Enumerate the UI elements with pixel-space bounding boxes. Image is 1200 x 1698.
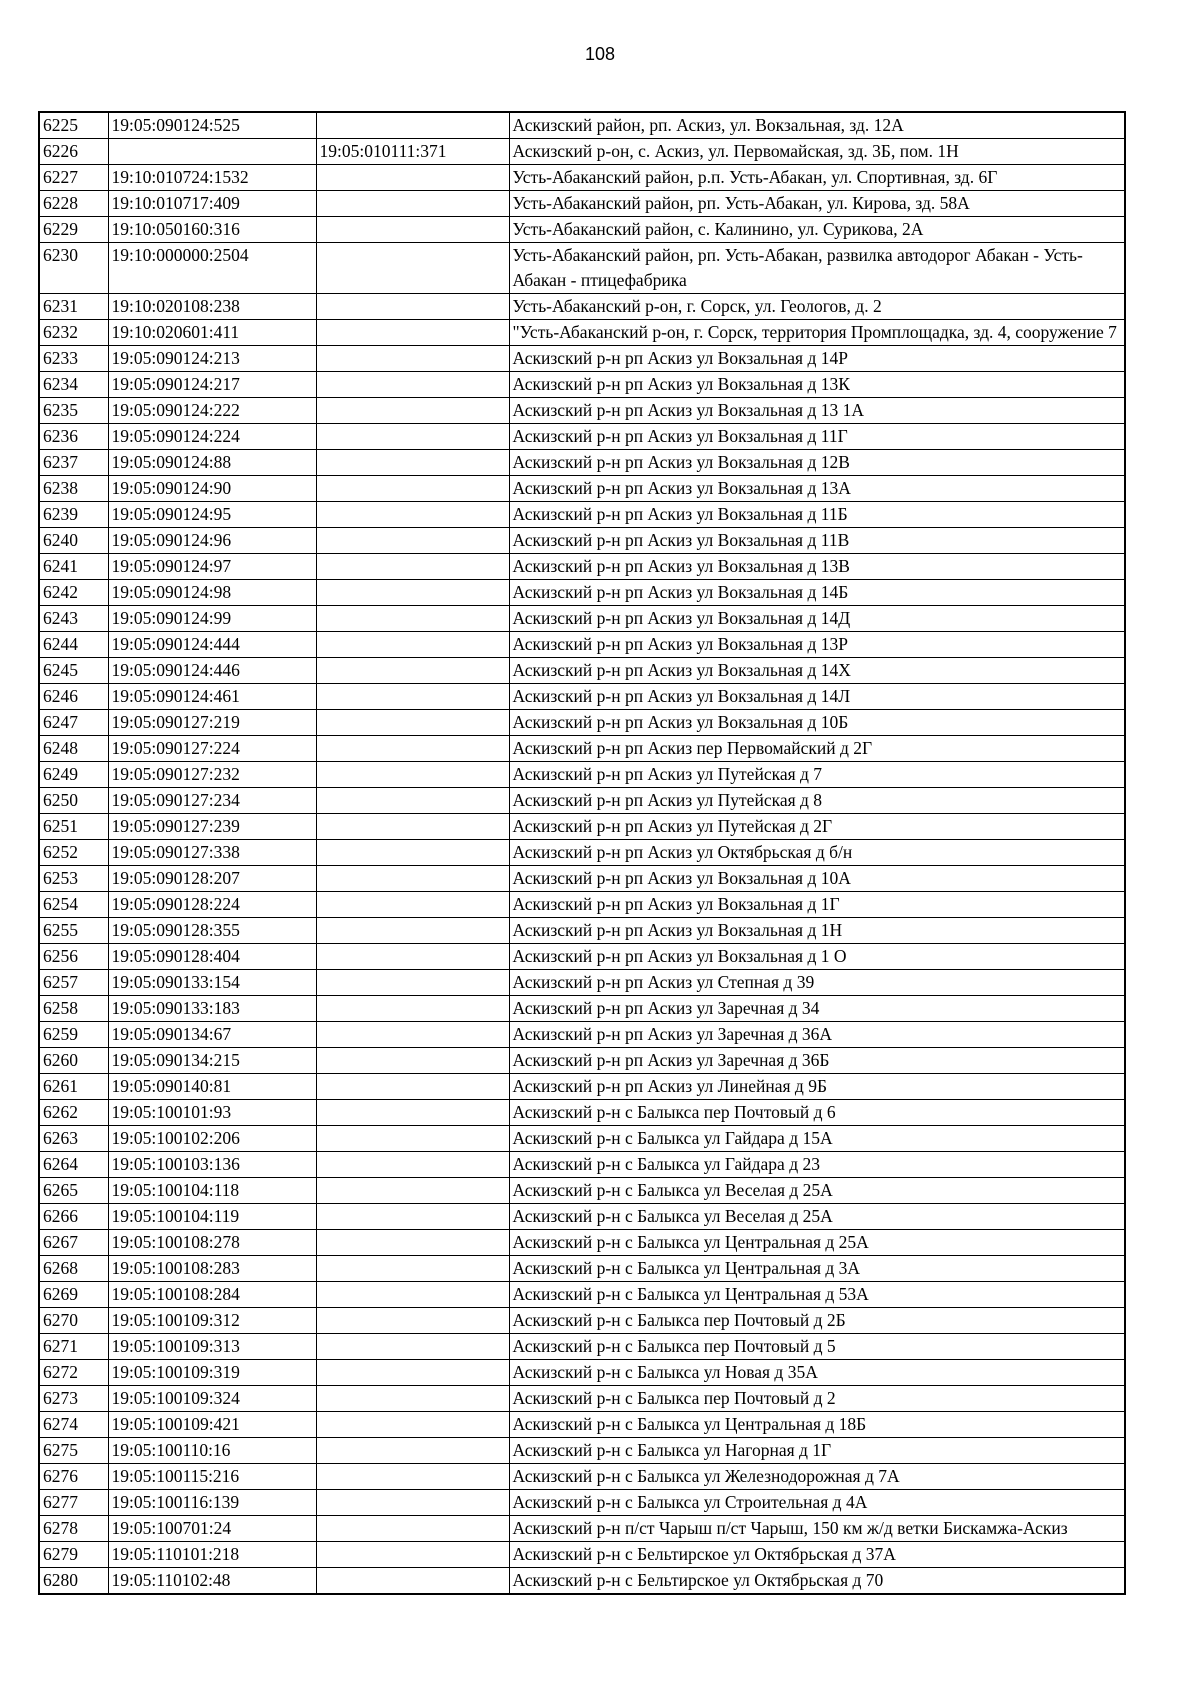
address-cell: Аскизский р-н рп Аскиз ул Путейская д 7: [509, 762, 1125, 788]
table-row: [39, 320, 1125, 346]
table-row: [39, 217, 1125, 243]
cadastral-number-cell: 19:10:020108:238: [108, 294, 316, 320]
alt-cadastral-number-cell: [316, 294, 509, 320]
alt-cadastral-number-cell: [316, 528, 509, 554]
row-number-cell: 6230: [39, 243, 108, 294]
table-row: [39, 1048, 1125, 1074]
alt-cadastral-number-cell: [316, 866, 509, 892]
row-number-cell: 6248: [39, 736, 108, 762]
cadastral-number-cell: 19:05:090127:232: [108, 762, 316, 788]
row-number-cell: 6249: [39, 762, 108, 788]
row-number-cell: 6239: [39, 502, 108, 528]
address-cell: Аскизский р-н с Балыкса ул Гайдара д 23: [509, 1152, 1125, 1178]
alt-cadastral-number-cell: [316, 476, 509, 502]
row-number-cell: 6242: [39, 580, 108, 606]
row-number-cell: 6232: [39, 320, 108, 346]
address-cell: Аскизский р-н с Балыкса ул Веселая д 25А: [509, 1204, 1125, 1230]
alt-cadastral-number-cell: [316, 1100, 509, 1126]
address-cell: Аскизский р-н рп Аскиз ул Вокзальная д 13В: [509, 554, 1125, 580]
alt-cadastral-number-cell: [316, 1230, 509, 1256]
table-row: [39, 788, 1125, 814]
alt-cadastral-number-cell: [316, 944, 509, 970]
row-number-cell: 6271: [39, 1334, 108, 1360]
address-cell: Аскизский р-н рп Аскиз ул Вокзальная д 1 О: [509, 944, 1125, 970]
address-cell: Аскизский р-н рп Аскиз ул Вокзальная д 11В: [509, 528, 1125, 554]
row-number-cell: 6231: [39, 294, 108, 320]
cadastral-number-cell: 19:10:010724:1532: [108, 165, 316, 191]
row-number-cell: 6262: [39, 1100, 108, 1126]
alt-cadastral-number-cell: [316, 450, 509, 476]
alt-cadastral-number-cell: [316, 346, 509, 372]
cadastral-number-cell: 19:05:090124:213: [108, 346, 316, 372]
address-cell: Аскизский р-н рп Аскиз ул Путейская д 2Г: [509, 814, 1125, 840]
address-cell: Аскизский р-н с Бельтирское ул Октябрьская д 37А: [509, 1542, 1125, 1568]
address-cell: Аскизский р-н с Балыкса ул Центральная д 53А: [509, 1282, 1125, 1308]
table-row: [39, 736, 1125, 762]
table-row: [39, 1022, 1125, 1048]
cadastral-number-cell: 19:05:090124:97: [108, 554, 316, 580]
cadastral-number-cell: 19:05:090124:224: [108, 424, 316, 450]
row-number-cell: 6241: [39, 554, 108, 580]
alt-cadastral-number-cell: [316, 1126, 509, 1152]
address-cell: Аскизский р-н рп Аскиз ул Степная д 39: [509, 970, 1125, 996]
address-cell: Аскизский р-н рп Аскиз ул Вокзальная д 11Г: [509, 424, 1125, 450]
address-cell: Аскизский р-н рп Аскиз ул Заречная д 36А: [509, 1022, 1125, 1048]
row-number-cell: 6247: [39, 710, 108, 736]
cadastral-number-cell: 19:10:010717:409: [108, 191, 316, 217]
alt-cadastral-number-cell: [316, 814, 509, 840]
address-cell: Аскизский р-н п/ст Чарыш п/ст Чарыш, 150 км ж/д ветки Бискамжа-Аскиз: [509, 1516, 1125, 1542]
cadastral-number-cell: 19:05:090127:219: [108, 710, 316, 736]
row-number-cell: 6229: [39, 217, 108, 243]
cadastral-number-cell: 19:05:090124:95: [108, 502, 316, 528]
cadastral-number-cell: 19:05:090124:98: [108, 580, 316, 606]
row-number-cell: 6238: [39, 476, 108, 502]
cadastral-number-cell: 19:05:090124:99: [108, 606, 316, 632]
table-row: [39, 658, 1125, 684]
cadastral-number-cell: [108, 139, 316, 165]
alt-cadastral-number-cell: [316, 398, 509, 424]
table-row: [39, 372, 1125, 398]
cadastral-number-cell: 19:05:090134:215: [108, 1048, 316, 1074]
cadastral-number-cell: 19:05:100109:312: [108, 1308, 316, 1334]
row-number-cell: 6234: [39, 372, 108, 398]
alt-cadastral-number-cell: [316, 1568, 509, 1595]
address-cell: Аскизский р-н рп Аскиз ул Заречная д 34: [509, 996, 1125, 1022]
table-row: [39, 632, 1125, 658]
cadastral-number-cell: 19:05:090124:525: [108, 112, 316, 139]
address-cell: Аскизский р-н с Балыкса ул Нагорная д 1Г: [509, 1438, 1125, 1464]
page-number: 108: [584, 44, 616, 64]
alt-cadastral-number-cell: [316, 112, 509, 139]
alt-cadastral-number-cell: [316, 1022, 509, 1048]
row-number-cell: 6270: [39, 1308, 108, 1334]
table-row: [39, 892, 1125, 918]
address-cell: Аскизский р-н рп Аскиз ул Вокзальная д 11Б: [509, 502, 1125, 528]
table-row: [39, 346, 1125, 372]
table-row: [39, 1308, 1125, 1334]
table-row: [39, 112, 1125, 139]
table-row: [39, 398, 1125, 424]
cadastral-number-cell: 19:05:090124:88: [108, 450, 316, 476]
row-number-cell: 6258: [39, 996, 108, 1022]
alt-cadastral-number-cell: [316, 580, 509, 606]
alt-cadastral-number-cell: [316, 996, 509, 1022]
row-number-cell: 6279: [39, 1542, 108, 1568]
address-cell: Аскизский р-н с Балыкса ул Центральная д 18Б: [509, 1412, 1125, 1438]
row-number-cell: 6250: [39, 788, 108, 814]
address-cell: Усть-Абаканский р-он, г. Сорск, ул. Геологов, д. 2: [509, 294, 1125, 320]
row-number-cell: 6237: [39, 450, 108, 476]
row-number-cell: 6268: [39, 1256, 108, 1282]
table-row: [39, 840, 1125, 866]
table-row: [39, 1360, 1125, 1386]
alt-cadastral-number-cell: [316, 424, 509, 450]
alt-cadastral-number-cell: [316, 632, 509, 658]
alt-cadastral-number-cell: [316, 1516, 509, 1542]
cadastral-number-cell: 19:05:090124:446: [108, 658, 316, 684]
address-cell: Аскизский р-н рп Аскиз ул Вокзальная д 13А: [509, 476, 1125, 502]
address-cell: Аскизский р-н рп Аскиз ул Вокзальная д 1Н: [509, 918, 1125, 944]
row-number-cell: 6251: [39, 814, 108, 840]
address-cell: Аскизский р-н рп Аскиз ул Вокзальная д 12В: [509, 450, 1125, 476]
row-number-cell: 6253: [39, 866, 108, 892]
table-row: [39, 1178, 1125, 1204]
address-cell: Аскизский р-н с Балыкса ул Центральная д 3А: [509, 1256, 1125, 1282]
row-number-cell: 6273: [39, 1386, 108, 1412]
row-number-cell: 6255: [39, 918, 108, 944]
cadastral-number-cell: 19:05:100701:24: [108, 1516, 316, 1542]
table-row: [39, 1204, 1125, 1230]
table-row: [39, 866, 1125, 892]
row-number-cell: 6263: [39, 1126, 108, 1152]
row-number-cell: 6252: [39, 840, 108, 866]
table-row: [39, 139, 1125, 165]
alt-cadastral-number-cell: [316, 1048, 509, 1074]
row-number-cell: 6269: [39, 1282, 108, 1308]
cadastral-number-cell: 19:05:090124:222: [108, 398, 316, 424]
table-row: [39, 606, 1125, 632]
address-cell: Аскизский р-н рп Аскиз ул Линейная д 9Б: [509, 1074, 1125, 1100]
address-cell: Усть-Абаканский район, р.п. Усть-Абакан, ул. Спортивная, зд. 6Г: [509, 165, 1125, 191]
cadastral-number-cell: 19:05:090127:234: [108, 788, 316, 814]
table-row: [39, 684, 1125, 710]
cadastral-number-cell: 19:05:090140:81: [108, 1074, 316, 1100]
row-number-cell: 6225: [39, 112, 108, 139]
row-number-cell: 6264: [39, 1152, 108, 1178]
table-row: [39, 294, 1125, 320]
table-row: [39, 1100, 1125, 1126]
table-row: [39, 1412, 1125, 1438]
address-cell: Усть-Абаканский район, рп. Усть-Абакан, ул. Кирова, зд. 58А: [509, 191, 1125, 217]
cadastral-number-cell: 19:05:090128:207: [108, 866, 316, 892]
alt-cadastral-number-cell: [316, 1204, 509, 1230]
address-cell: Аскизский р-н рп Аскиз ул Вокзальная д 13 1А: [509, 398, 1125, 424]
cadastral-number-cell: 19:05:100103:136: [108, 1152, 316, 1178]
alt-cadastral-number-cell: [316, 1334, 509, 1360]
table-row: [39, 970, 1125, 996]
row-number-cell: 6245: [39, 658, 108, 684]
address-cell: Аскизский р-н с Балыкса ул Гайдара д 15А: [509, 1126, 1125, 1152]
alt-cadastral-number-cell: [316, 788, 509, 814]
alt-cadastral-number-cell: [316, 1542, 509, 1568]
table-row: [39, 1542, 1125, 1568]
table-row: [39, 710, 1125, 736]
cadastral-number-cell: 19:10:020601:411: [108, 320, 316, 346]
address-cell: Аскизский р-н с Балыкса пер Почтовый д 2Б: [509, 1308, 1125, 1334]
cadastral-number-cell: 19:05:100108:283: [108, 1256, 316, 1282]
cadastral-number-cell: 19:05:090128:224: [108, 892, 316, 918]
row-number-cell: 6256: [39, 944, 108, 970]
address-cell: Аскизский р-н рп Аскиз ул Вокзальная д 14Д: [509, 606, 1125, 632]
cadastral-number-cell: 19:05:100108:284: [108, 1282, 316, 1308]
alt-cadastral-number-cell: [316, 970, 509, 996]
alt-cadastral-number-cell: 19:05:010111:371: [316, 139, 509, 165]
row-number-cell: 6277: [39, 1490, 108, 1516]
cadastral-number-cell: 19:05:110102:48: [108, 1568, 316, 1595]
alt-cadastral-number-cell: [316, 1360, 509, 1386]
row-number-cell: 6236: [39, 424, 108, 450]
table-row: [39, 554, 1125, 580]
alt-cadastral-number-cell: [316, 1490, 509, 1516]
row-number-cell: 6240: [39, 528, 108, 554]
registry-table-body: [39, 112, 1125, 1594]
cadastral-number-cell: 19:05:110101:218: [108, 1542, 316, 1568]
table-row: [39, 996, 1125, 1022]
address-cell: Аскизский р-н с Балыкса пер Почтовый д 5: [509, 1334, 1125, 1360]
cadastral-number-cell: 19:05:100104:119: [108, 1204, 316, 1230]
table-row: [39, 424, 1125, 450]
table-row: [39, 1464, 1125, 1490]
address-cell: Аскизский р-он, с. Аскиз, ул. Первомайская, зд. 3Б, пом. 1Н: [509, 139, 1125, 165]
address-cell: Аскизский р-н с Балыкса ул Строительная д 4А: [509, 1490, 1125, 1516]
cadastral-number-cell: 19:05:100116:139: [108, 1490, 316, 1516]
cadastral-number-cell: 19:05:090124:217: [108, 372, 316, 398]
alt-cadastral-number-cell: [316, 840, 509, 866]
alt-cadastral-number-cell: [316, 736, 509, 762]
address-cell: Аскизский р-н рп Аскиз ул Вокзальная д 10А: [509, 866, 1125, 892]
address-cell: Аскизский р-н с Бельтирское ул Октябрьская д 70: [509, 1568, 1125, 1595]
cadastral-number-cell: 19:05:100108:278: [108, 1230, 316, 1256]
alt-cadastral-number-cell: [316, 658, 509, 684]
row-number-cell: 6261: [39, 1074, 108, 1100]
alt-cadastral-number-cell: [316, 191, 509, 217]
address-cell: Аскизский р-н с Балыкса ул Веселая д 25А: [509, 1178, 1125, 1204]
cadastral-number-cell: 19:05:100104:118: [108, 1178, 316, 1204]
alt-cadastral-number-cell: [316, 1438, 509, 1464]
address-cell: Аскизский р-н с Балыкса ул Железнодорожная д 7А: [509, 1464, 1125, 1490]
alt-cadastral-number-cell: [316, 606, 509, 632]
table-row: [39, 502, 1125, 528]
table-row: [39, 1438, 1125, 1464]
row-number-cell: 6228: [39, 191, 108, 217]
address-cell: Аскизский р-н рп Аскиз ул Вокзальная д 13К: [509, 372, 1125, 398]
table-row: [39, 762, 1125, 788]
row-number-cell: 6276: [39, 1464, 108, 1490]
alt-cadastral-number-cell: [316, 762, 509, 788]
alt-cadastral-number-cell: [316, 1282, 509, 1308]
table-row: [39, 1230, 1125, 1256]
row-number-cell: 6257: [39, 970, 108, 996]
address-cell: Усть-Абаканский район, с. Калинино, ул. Сурикова, 2А: [509, 217, 1125, 243]
table-row: [39, 944, 1125, 970]
address-cell: Аскизский р-н рп Аскиз ул Вокзальная д 13Р: [509, 632, 1125, 658]
cadastral-number-cell: 19:05:100101:93: [108, 1100, 316, 1126]
cadastral-number-cell: 19:05:090124:461: [108, 684, 316, 710]
alt-cadastral-number-cell: [316, 217, 509, 243]
table-row: [39, 450, 1125, 476]
table-row: [39, 918, 1125, 944]
cadastral-number-cell: 19:05:090127:239: [108, 814, 316, 840]
cadastral-number-cell: 19:05:100110:16: [108, 1438, 316, 1464]
table-row: [39, 1074, 1125, 1100]
row-number-cell: 6227: [39, 165, 108, 191]
table-row: [39, 191, 1125, 217]
alt-cadastral-number-cell: [316, 1386, 509, 1412]
row-number-cell: 6243: [39, 606, 108, 632]
table-row: [39, 1282, 1125, 1308]
alt-cadastral-number-cell: [316, 1074, 509, 1100]
row-number-cell: 6254: [39, 892, 108, 918]
row-number-cell: 6274: [39, 1412, 108, 1438]
address-cell: Аскизский р-н рп Аскиз ул Вокзальная д 10Б: [509, 710, 1125, 736]
cadastral-number-cell: 19:05:090133:183: [108, 996, 316, 1022]
address-cell: "Усть-Абаканский р-он, г. Сорск, территория Промплощадка, зд. 4, сооружение 7: [509, 320, 1125, 346]
cadastral-number-cell: 19:05:100102:206: [108, 1126, 316, 1152]
cadastral-number-cell: 19:05:100109:319: [108, 1360, 316, 1386]
cadastral-number-cell: 19:05:090124:444: [108, 632, 316, 658]
table-row: [39, 1256, 1125, 1282]
table-row: [39, 1568, 1125, 1595]
row-number-cell: 6280: [39, 1568, 108, 1595]
cadastral-number-cell: 19:05:100109:324: [108, 1386, 316, 1412]
row-number-cell: 6272: [39, 1360, 108, 1386]
cadastral-number-cell: 19:05:090134:67: [108, 1022, 316, 1048]
alt-cadastral-number-cell: [316, 1412, 509, 1438]
address-cell: Аскизский р-н рп Аскиз ул Вокзальная д 14Х: [509, 658, 1125, 684]
row-number-cell: 6226: [39, 139, 108, 165]
address-cell: Аскизский р-н рп Аскиз ул Вокзальная д 14Р: [509, 346, 1125, 372]
cadastral-number-cell: 19:05:090127:224: [108, 736, 316, 762]
address-cell: Аскизский р-н рп Аскиз ул Заречная д 36Б: [509, 1048, 1125, 1074]
alt-cadastral-number-cell: [316, 320, 509, 346]
alt-cadastral-number-cell: [316, 1256, 509, 1282]
table-row: [39, 528, 1125, 554]
row-number-cell: 6267: [39, 1230, 108, 1256]
cadastral-number-cell: 19:10:000000:2504: [108, 243, 316, 294]
address-cell: Аскизский район, рп. Аскиз, ул. Вокзальная, зд. 12А: [509, 112, 1125, 139]
table-row: [39, 1386, 1125, 1412]
address-cell: Усть-Абаканский район, рп. Усть-Абакан, развилка автодорог Абакан - Усть-Абакан - птицефабрика: [509, 243, 1125, 294]
alt-cadastral-number-cell: [316, 502, 509, 528]
alt-cadastral-number-cell: [316, 1308, 509, 1334]
address-cell: Аскизский р-н рп Аскиз ул Вокзальная д 14Л: [509, 684, 1125, 710]
row-number-cell: 6244: [39, 632, 108, 658]
cadastral-number-cell: 19:05:090124:96: [108, 528, 316, 554]
address-cell: Аскизский р-н рп Аскиз ул Октябрьская д б/н: [509, 840, 1125, 866]
table-row: [39, 1516, 1125, 1542]
table-row: [39, 814, 1125, 840]
table-row: [39, 476, 1125, 502]
alt-cadastral-number-cell: [316, 243, 509, 294]
row-number-cell: 6265: [39, 1178, 108, 1204]
alt-cadastral-number-cell: [316, 372, 509, 398]
alt-cadastral-number-cell: [316, 892, 509, 918]
row-number-cell: 6278: [39, 1516, 108, 1542]
address-cell: Аскизский р-н с Балыкса пер Почтовый д 2: [509, 1386, 1125, 1412]
cadastral-number-cell: 19:05:090124:90: [108, 476, 316, 502]
row-number-cell: 6233: [39, 346, 108, 372]
registry-table: [38, 111, 1126, 1595]
cadastral-number-cell: 19:05:090133:154: [108, 970, 316, 996]
cadastral-number-cell: 19:05:090127:338: [108, 840, 316, 866]
address-cell: Аскизский р-н рп Аскиз ул Путейская д 8: [509, 788, 1125, 814]
address-cell: Аскизский р-н рп Аскиз ул Вокзальная д 1Г: [509, 892, 1125, 918]
alt-cadastral-number-cell: [316, 1178, 509, 1204]
row-number-cell: 6260: [39, 1048, 108, 1074]
address-cell: Аскизский р-н рп Аскиз пер Первомайский д 2Г: [509, 736, 1125, 762]
cadastral-number-cell: 19:05:100109:421: [108, 1412, 316, 1438]
cadastral-number-cell: 19:05:100109:313: [108, 1334, 316, 1360]
table-row: [39, 580, 1125, 606]
cadastral-number-cell: 19:05:100115:216: [108, 1464, 316, 1490]
cadastral-number-cell: 19:05:090128:355: [108, 918, 316, 944]
table-row: [39, 1152, 1125, 1178]
alt-cadastral-number-cell: [316, 1464, 509, 1490]
alt-cadastral-number-cell: [316, 710, 509, 736]
row-number-cell: 6246: [39, 684, 108, 710]
address-cell: Аскизский р-н рп Аскиз ул Вокзальная д 14Б: [509, 580, 1125, 606]
alt-cadastral-number-cell: [316, 554, 509, 580]
table-row: [39, 1126, 1125, 1152]
address-cell: Аскизский р-н с Балыкса пер Почтовый д 6: [509, 1100, 1125, 1126]
cadastral-number-cell: 19:05:090128:404: [108, 944, 316, 970]
address-cell: Аскизский р-н с Балыкса ул Новая д 35А: [509, 1360, 1125, 1386]
address-cell: Аскизский р-н с Балыкса ул Центральная д 25А: [509, 1230, 1125, 1256]
table-row: [39, 243, 1125, 294]
row-number-cell: 6266: [39, 1204, 108, 1230]
alt-cadastral-number-cell: [316, 918, 509, 944]
alt-cadastral-number-cell: [316, 1152, 509, 1178]
row-number-cell: 6275: [39, 1438, 108, 1464]
table-row: [39, 1334, 1125, 1360]
alt-cadastral-number-cell: [316, 165, 509, 191]
cadastral-number-cell: 19:10:050160:316: [108, 217, 316, 243]
table-row: [39, 165, 1125, 191]
row-number-cell: 6259: [39, 1022, 108, 1048]
alt-cadastral-number-cell: [316, 684, 509, 710]
row-number-cell: 6235: [39, 398, 108, 424]
table-row: [39, 1490, 1125, 1516]
